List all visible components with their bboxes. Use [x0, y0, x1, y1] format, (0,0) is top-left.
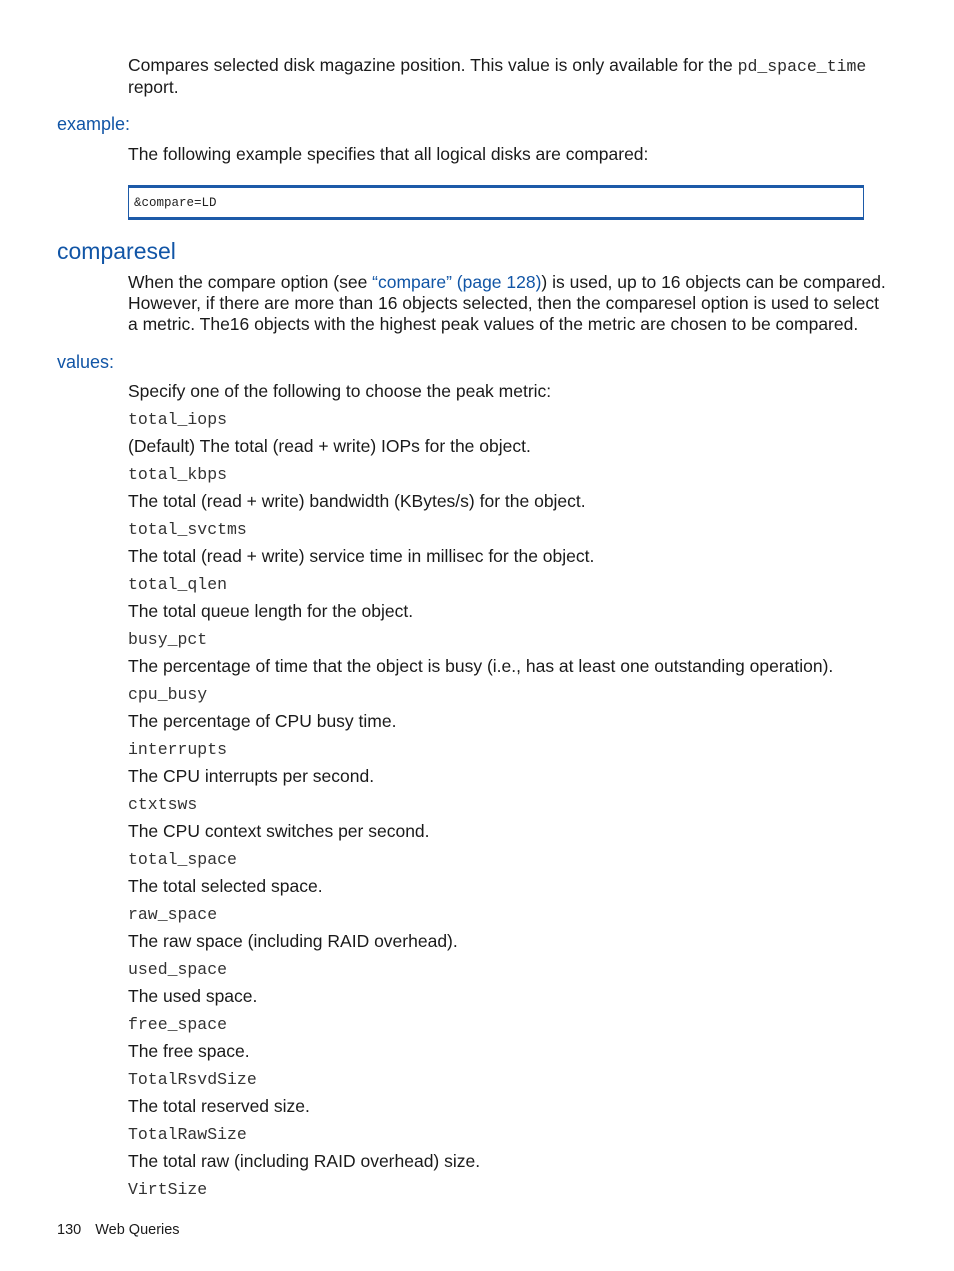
value-description: The CPU interrupts per second.: [128, 766, 375, 786]
value-term: ctxtsws: [128, 795, 198, 814]
value-term: raw_space: [128, 905, 218, 924]
intro-line-1: [128, 55, 866, 77]
value-term: free_space: [128, 1015, 228, 1034]
intro-line-2: report.: [128, 77, 179, 97]
value-description: The raw space (including RAID overhead).: [128, 931, 458, 951]
value-term: TotalRsvdSize: [128, 1070, 257, 1089]
value-description: The percentage of CPU busy time.: [128, 711, 397, 731]
value-term: cpu_busy: [128, 685, 208, 704]
value-term: total_kbps: [128, 465, 228, 484]
comparesel-line-2: However, if there are more than 16 objects selected, then the comparesel option is used to select: [128, 293, 879, 313]
example-heading: example:: [57, 114, 131, 134]
value-description: The total selected space.: [128, 876, 323, 896]
page-footer: [57, 1222, 180, 1238]
value-term: interrupts: [128, 740, 228, 759]
value-description: The total reserved size.: [128, 1096, 310, 1116]
value-description: The total raw (including RAID overhead) size.: [128, 1151, 481, 1171]
comparesel-text: When the compare option (see: [128, 272, 373, 292]
value-description: (Default) The total (read + write) IOPs for the object.: [128, 436, 531, 456]
value-term: TotalRawSize: [128, 1125, 247, 1144]
intro-text: Compares selected disk magazine position. This value is only available for the: [128, 55, 738, 75]
values-heading: values:: [57, 352, 115, 372]
page-number: 130: [57, 1222, 82, 1238]
value-description: The CPU context switches per second.: [128, 821, 430, 841]
intro-code: pd_space_time: [737, 57, 867, 76]
value-term: total_qlen: [128, 575, 228, 594]
example-description: The following example specifies that all logical disks are compared:: [128, 144, 649, 164]
values-intro: Specify one of the following to choose the peak metric:: [128, 381, 552, 401]
compare-page-link[interactable]: “compare” (page 128): [372, 272, 542, 292]
value-term: busy_pct: [128, 630, 208, 649]
value-term: total_iops: [128, 410, 228, 429]
example-code-box: [128, 185, 864, 220]
value-description: The total (read + write) bandwidth (KBytes/s) for the object.: [128, 491, 586, 511]
value-description: The used space.: [128, 986, 258, 1006]
comparesel-line-1: [128, 272, 886, 293]
value-description: The free space.: [128, 1041, 250, 1061]
footer-section-title: Web Queries: [95, 1222, 180, 1238]
value-term: total_svctms: [128, 520, 247, 539]
section-heading-comparesel: comparesel: [57, 238, 176, 264]
comparesel-text-after: ) is used, up to 16 objects can be compared.: [541, 272, 886, 292]
value-term: used_space: [128, 960, 228, 979]
value-description: The percentage of time that the object is busy (i.e., has at least one outstanding operation).: [128, 656, 834, 676]
value-description: The total (read + write) service time in millisec for the object.: [128, 546, 595, 566]
value-term: total_space: [128, 850, 237, 869]
comparesel-line-3: a metric. The16 objects with the highest peak values of the metric are chosen to be compared.: [128, 314, 859, 334]
value-description: The total queue length for the object.: [128, 601, 414, 621]
example-code: &compare=LD: [134, 196, 217, 210]
value-term: VirtSize: [128, 1180, 208, 1199]
